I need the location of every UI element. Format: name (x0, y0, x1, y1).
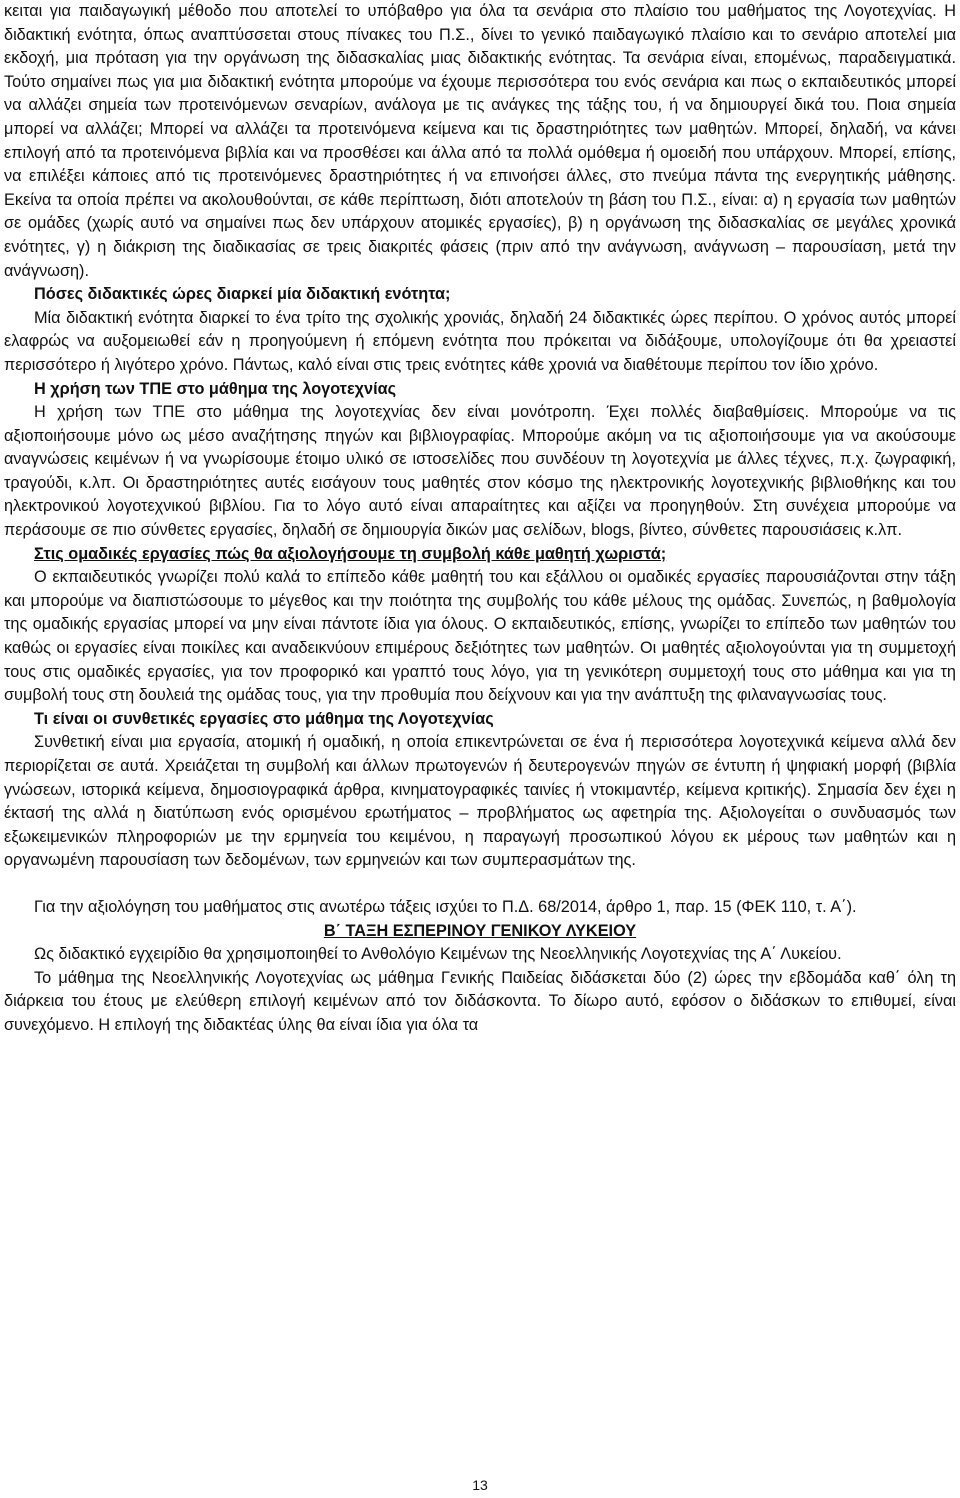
paragraph-scenarios: κειται για παιδαγωγική μέθοδο που αποτελεί το υπόβαθρο για όλα τα σενάρια στο πλαίσιο του μαθήματος της Λογοτεχνίας. Η διδακτική ενότητα, όπως αναπτύσσεται στους πίνακες του Π.Σ., δίνει το γενικό παιδαγωγικό πλαίσιο και το σενάριο αποτελεί μια εκδοχή, μια πρόταση για την οργάνωση της διδασκαλίας μιας διδακτικής ενότητας. Τα σενάρια είναι, επομένως, παραδειγματικά. Τούτο σημαίνει πως για μια διδακτική ενότητα μπορούμε να έχουμε περισσότερα του ενός σενάρια και πως ο εκπαιδευτικός μπορεί να αλλάζει σημεία των προτεινόμενων σεναρίων, ανάλογα με τις ανάγκες της τάξης του, ή να δημιουργεί δικά του. Ποια σημεία μπορεί να αλλάζει; Μπορεί να αλλάζει τα προτεινόμενα κείμενα και τις δραστηριότητες των μαθητών. Μπορεί, δηλαδή, να κάνει επιλογή από τα προτεινόμενα βιβλία και να προσθέσει και άλλα από τα πολλά ομόθεμα ή ομοειδή που υπάρχουν. Μπορεί, επίσης, να επιλέξει κάποιες από τις προτεινόμενες δραστηριότητες ή να επινοήσει άλλες, στο πνεύμα πάντα της ενεργητικής μάθησης. Εκείνα τα οποία πρέπει να ακολουθούνται, σε κάθε περίπτωση, διότι αποτελούν τη βάση του Π.Σ., είναι: α) η εργασία των μαθητών σε ομάδες (χωρίς αυτό να σημαίνει πως δεν υπάρχουν ατομικές εργασίες), β) η οργάνωση της διδασκαλίας σε μεγάλες χρονικά ενότητες, γ) η διάκριση της διαδικασίας σε τρεις διακριτές φάσεις (πριν από την ανάγνωση, ανάγνωση – παρουσίαση, μετά την ανάγνωση). (4, 2, 956, 280)
paragraph-teaching-hours: Μία διδακτική ενότητα διαρκεί το ένα τρίτο της σχολικής χρονιάς, δηλαδή 24 διδακτικές ώρες περίπου. Ο χρόνος αυτός μπορεί ελαφρώς να αυξομειωθεί εάν η προηγούμενη ή επόμενη ενότητα που πρόκειται να διδάξουμε, υπολογίζουμε ότι θα χρειαστεί περισσότερο ή λιγότερο χρόνο. Πάντως, καλό είναι στις τρεις ενότητες κάθε χρονιά να διαθέτουμε περίπου τον ίδιο χρόνο. (4, 308, 956, 374)
page-number: 13 (472, 1477, 488, 1493)
paragraph-assessment-law: Για την αξιολόγηση του μαθήματος στις ανωτέρω τάξεις ισχύει το Π.Δ. 68/2014, άρθρο 1, παρ. 15 (ΦΕΚ 110, τ. Α΄). (34, 897, 857, 916)
paragraph-synthetic-work: Συνθετική είναι μια εργασία, ατομική ή ομαδική, η οποία επικεντρώνεται σε ένα ή περισσότερα λογοτεχνικά κείμενα αλλά δεν περιορίζεται σε αυτά. Χρειάζεται τη συμβολή και άλλων πρωτογενών ή δευτερογενών πηγών σε έντυπη ή ψηφιακή μορφή (βιβλία γνώσεων, ιστορικά κείμενα, δημοσιογραφικά άρθρα, κινηματογραφικές ταινίες ή ντοκιμαντέρ, κείμενα κριτικής). Σημασία δεν έχει η έκτασή της αλλά η διατύπωση ενός ορισμένου ερωτήματος – προβλήματος ως αφετηρία της. Αξιολογείται ο συνδυασμός των εξωκειμενικών πληροφοριών με την ερμηνεία του κειμένου, η παραγωγή προσωπικού λόγου εκ μέρους των μαθητών και η οργανωμένη παρουσίαση των δεδομένων, των ερμηνειών και των συμπερασμάτων της. (4, 733, 956, 870)
heading-group-assessment: Στις ομαδικές εργασίες πώς θα αξιολογήσουμε τη συμβολή κάθε μαθητή χωριστά; (34, 544, 667, 563)
paragraph-hours-per-week: Το μάθημα της Νεοελληνικής Λογοτεχνίας ως μάθημα Γενικής Παιδείας διδάσκεται δύο (2) ώρες την εβδομάδα καθ΄ όλη τη διάρκεια του έτους με ελεύθερη επιλογή κειμένων από τον διδάσκοντα. Το δίωρο αυτό, εφόσον ο διδάσκων το επιθυμεί, είναι συνεχόμενο. Η επιλογή της διδακτέας ύλης θα είναι ίδια για όλα τα (4, 968, 956, 1034)
paragraph-textbook: Ως διδακτικό εγχειρίδιο θα χρησιμοποιηθεί το Ανθολόγιο Κειμένων της Νεοελληνικής Λογοτεχνίας της Α΄ Λυκείου. (34, 945, 842, 964)
document-page (4, 0, 956, 1493)
spacer (4, 873, 956, 896)
heading-synthetic-work: Τι είναι οι συνθετικές εργασίες στο μάθημα της Λογοτεχνίας (34, 709, 494, 728)
paragraph-group-assessment: Ο εκπαιδευτικός γνωρίζει πολύ καλά το επίπεδο κάθε μαθητή του και εξάλλου οι ομαδικές εργασίες παρουσιάζονται στην τάξη και μπορούμε να διαπιστώσουμε το μέγεθος και την ποιότητα της συμβολής του κάθε μέλους της ομάδας. Συνεπώς, η βαθμολογία της ομαδικής εργασίας μπορεί να μην είναι πάντοτε ίδια για όλους. Ο εκπαιδευτικός, επίσης, γνωρίζει το επίπεδο των μαθητών του καθώς οι εργασίες είναι ποικίλες και αναδεικνύουν επιμέρους δεξιότητες των μαθητών. Οι μαθητές αξιολογούνται για τη συμμετοχή τους στις ομαδικές εργασίες, για τον προφορικό και γραπτό τους λόγο, για τη γενικότερη συμμετοχή τους στο μάθημα και για τη συμβολή τους στη δουλειά της ομάδας τους, για την προθυμία που δείχνουν και για την ανάπτυξη της φιλαναγνωσίας τους. (4, 568, 956, 705)
heading-ict-use: Η χρήση των ΤΠΕ στο μάθημα της λογοτεχνίας (34, 379, 397, 398)
heading-teaching-hours: Πόσες διδακτικές ώρες διαρκεί μία διδακτική ενότητα; (34, 285, 451, 304)
paragraph-ict-use: Η χρήση των ΤΠΕ στο μάθημα της λογοτεχνίας δεν είναι μονότροπη. Έχει πολλές διαβαθμίσεις. Μπορούμε να τις αξιοποιήσουμε μόνο ως μέσο αναζήτησης πηγών και βιβλιογραφίας. Μπορούμε ακόμη να τις αξιοποιήσουμε για να ακούσουμε αναγνώσεις κειμένων ή να γνωρίσουμε έτοιμο υλικό σε ιστοσελίδες που συνδέουν τη λογοτεχνία με άλλες τέχνες, π.χ. ζωγραφική, τραγούδι, κ.λπ. Οι δραστηριότητες αυτές εισάγουν τους μαθητές στον κόσμο της ηλεκτρονικής λογοτεχνικής βιβλιοθήκης και του ηλεκτρονικού λογοτεχνικού βιβλίου. Για το λόγο αυτό είναι απαραίτητες και αξίζει να προηγηθούν. Στη συνέχεια μπορούμε να περάσουμε σε πιο σύνθετες εργασίες, δηλαδή σε δημιουργία δικών μας σελίδων, blogs, βίντεο, σύνθετες παρουσιάσεις κ.λπ. (4, 403, 956, 540)
heading-class-b-evening-lyceum: Β΄ ΤΑΞΗ ΕΣΠΕΡΙΝΟΥ ΓΕΝΙΚΟΥ ΛΥΚΕΙΟΥ (323, 921, 637, 940)
